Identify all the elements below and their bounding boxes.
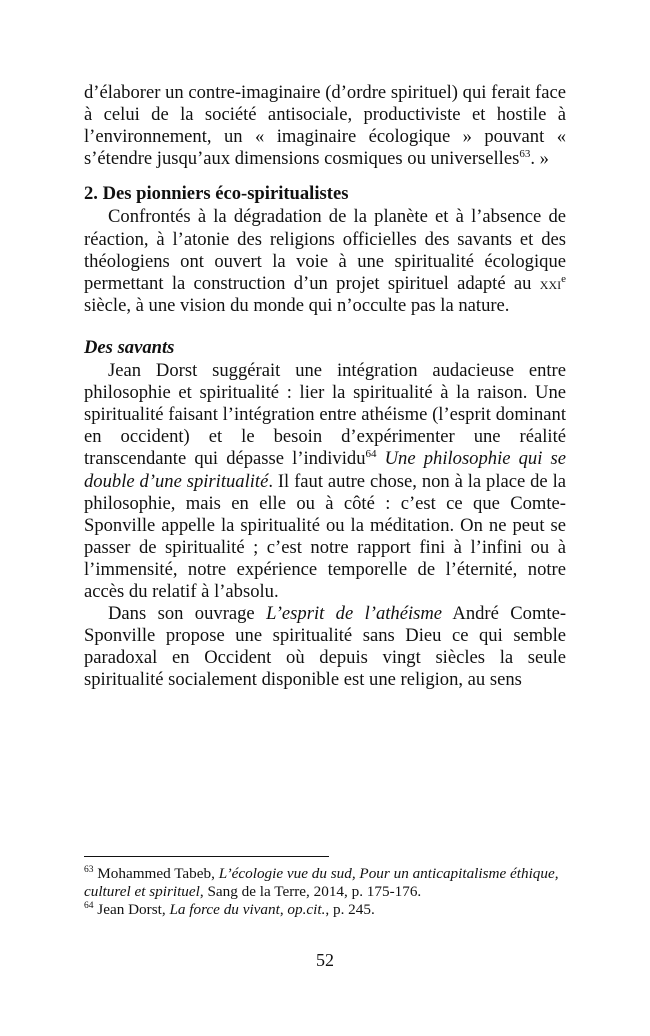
footnote-title: La force du vivant xyxy=(169,901,280,918)
paragraph-tail: . » xyxy=(530,148,549,170)
paragraph-text: Jean Dorst suggérait une intégration audacieuse entre philosophie et spiritualité : lier la spiritualité à la raison. Une spiritualité faisant l’intégration entre athéisme (l’esprit dominant en occident) et le besoin d’expérimenter une réalité transcendante qui dépasse l’individu xyxy=(84,360,566,470)
paragraph-text: André Comte-Sponville propose une spiritualité sans Dieu ce qui semble paradoxal en Occident où depuis vingt siècles la seule spiritualité socialement disponible est une religion, au sens xyxy=(84,603,567,691)
dorst-paragraph xyxy=(84,360,566,603)
footnote-details: , Sang de la Terre, 2014, p. 175-176. xyxy=(199,883,422,900)
century-superscript: e xyxy=(561,272,566,285)
paragraph-text: Dans son ouvrage xyxy=(108,603,267,625)
subheading-des-savants: Des savants xyxy=(84,336,175,358)
footnote-separator: , xyxy=(279,901,288,918)
section-heading: 2. Des pionniers éco-spiritualistes xyxy=(84,183,349,205)
footnote-ref-63[interactable]: 63 xyxy=(519,148,531,161)
century-numeral: xxi xyxy=(539,273,562,293)
paragraph-text: siècle, à une vision du monde qui n’occulte pas la nature. xyxy=(84,294,510,316)
footnote-author: Mohammed Tabeb, xyxy=(93,865,219,882)
paragraph-text: Confrontés à la dégradation de la planète et à l’absence de réaction, à l’atonie des religions officielles des savants et des théologiens ont ouvert la voie à une spiritualité écologique permettant la construction d’un projet spirituel adapté au xyxy=(84,206,566,294)
footnote-author: Jean Dorst, xyxy=(93,901,170,918)
book-title: L’esprit de l’athéisme xyxy=(266,603,443,625)
italic-phrase: Une philosophie qui se double d’une spiritualité xyxy=(84,448,566,492)
section-paragraph xyxy=(84,206,566,316)
comte-sponville-paragraph xyxy=(84,603,566,691)
page-body xyxy=(84,82,566,691)
opening-paragraph xyxy=(84,82,566,170)
footnote-details: , p. 245. xyxy=(325,901,375,918)
footnote-63 xyxy=(84,865,566,901)
footnote-number: 63 xyxy=(84,865,94,875)
footnote-64 xyxy=(84,901,566,919)
paragraph-text: d’élaborer un contre-imaginaire (d’ordre spirituel) qui ferait face à celui de la société antisociale, productiviste et hostile à l’environnement, un « imaginaire écologique » pouvant « s’étendre jusqu’aux dimensions cosmiques ou universelles xyxy=(84,82,566,170)
footnotes xyxy=(84,865,566,919)
footnote-opcit: op.cit. xyxy=(287,901,326,918)
footnote-ref-64[interactable]: 64 xyxy=(365,448,377,461)
page-number: 52 xyxy=(316,950,334,970)
footnote-divider xyxy=(84,856,329,857)
footnote-title: L’écologie vue du sud, Pour un anticapitalisme éthique, culturel et spirituel xyxy=(84,865,559,900)
footnote-number: 64 xyxy=(84,901,94,911)
paragraph-text: . Il faut autre chose, non à la place de la philosophie, mais en elle ou à côté : c’est ce que Comte-Sponville appelle la spiritualité ou la méditation. On ne peut se passer de spiritualité ; c’est notre rapport fini à l’infini ou à l’immensité, notre expérience temporelle de l’éternité, notre accès du relatif à l’absolu. xyxy=(84,470,566,602)
